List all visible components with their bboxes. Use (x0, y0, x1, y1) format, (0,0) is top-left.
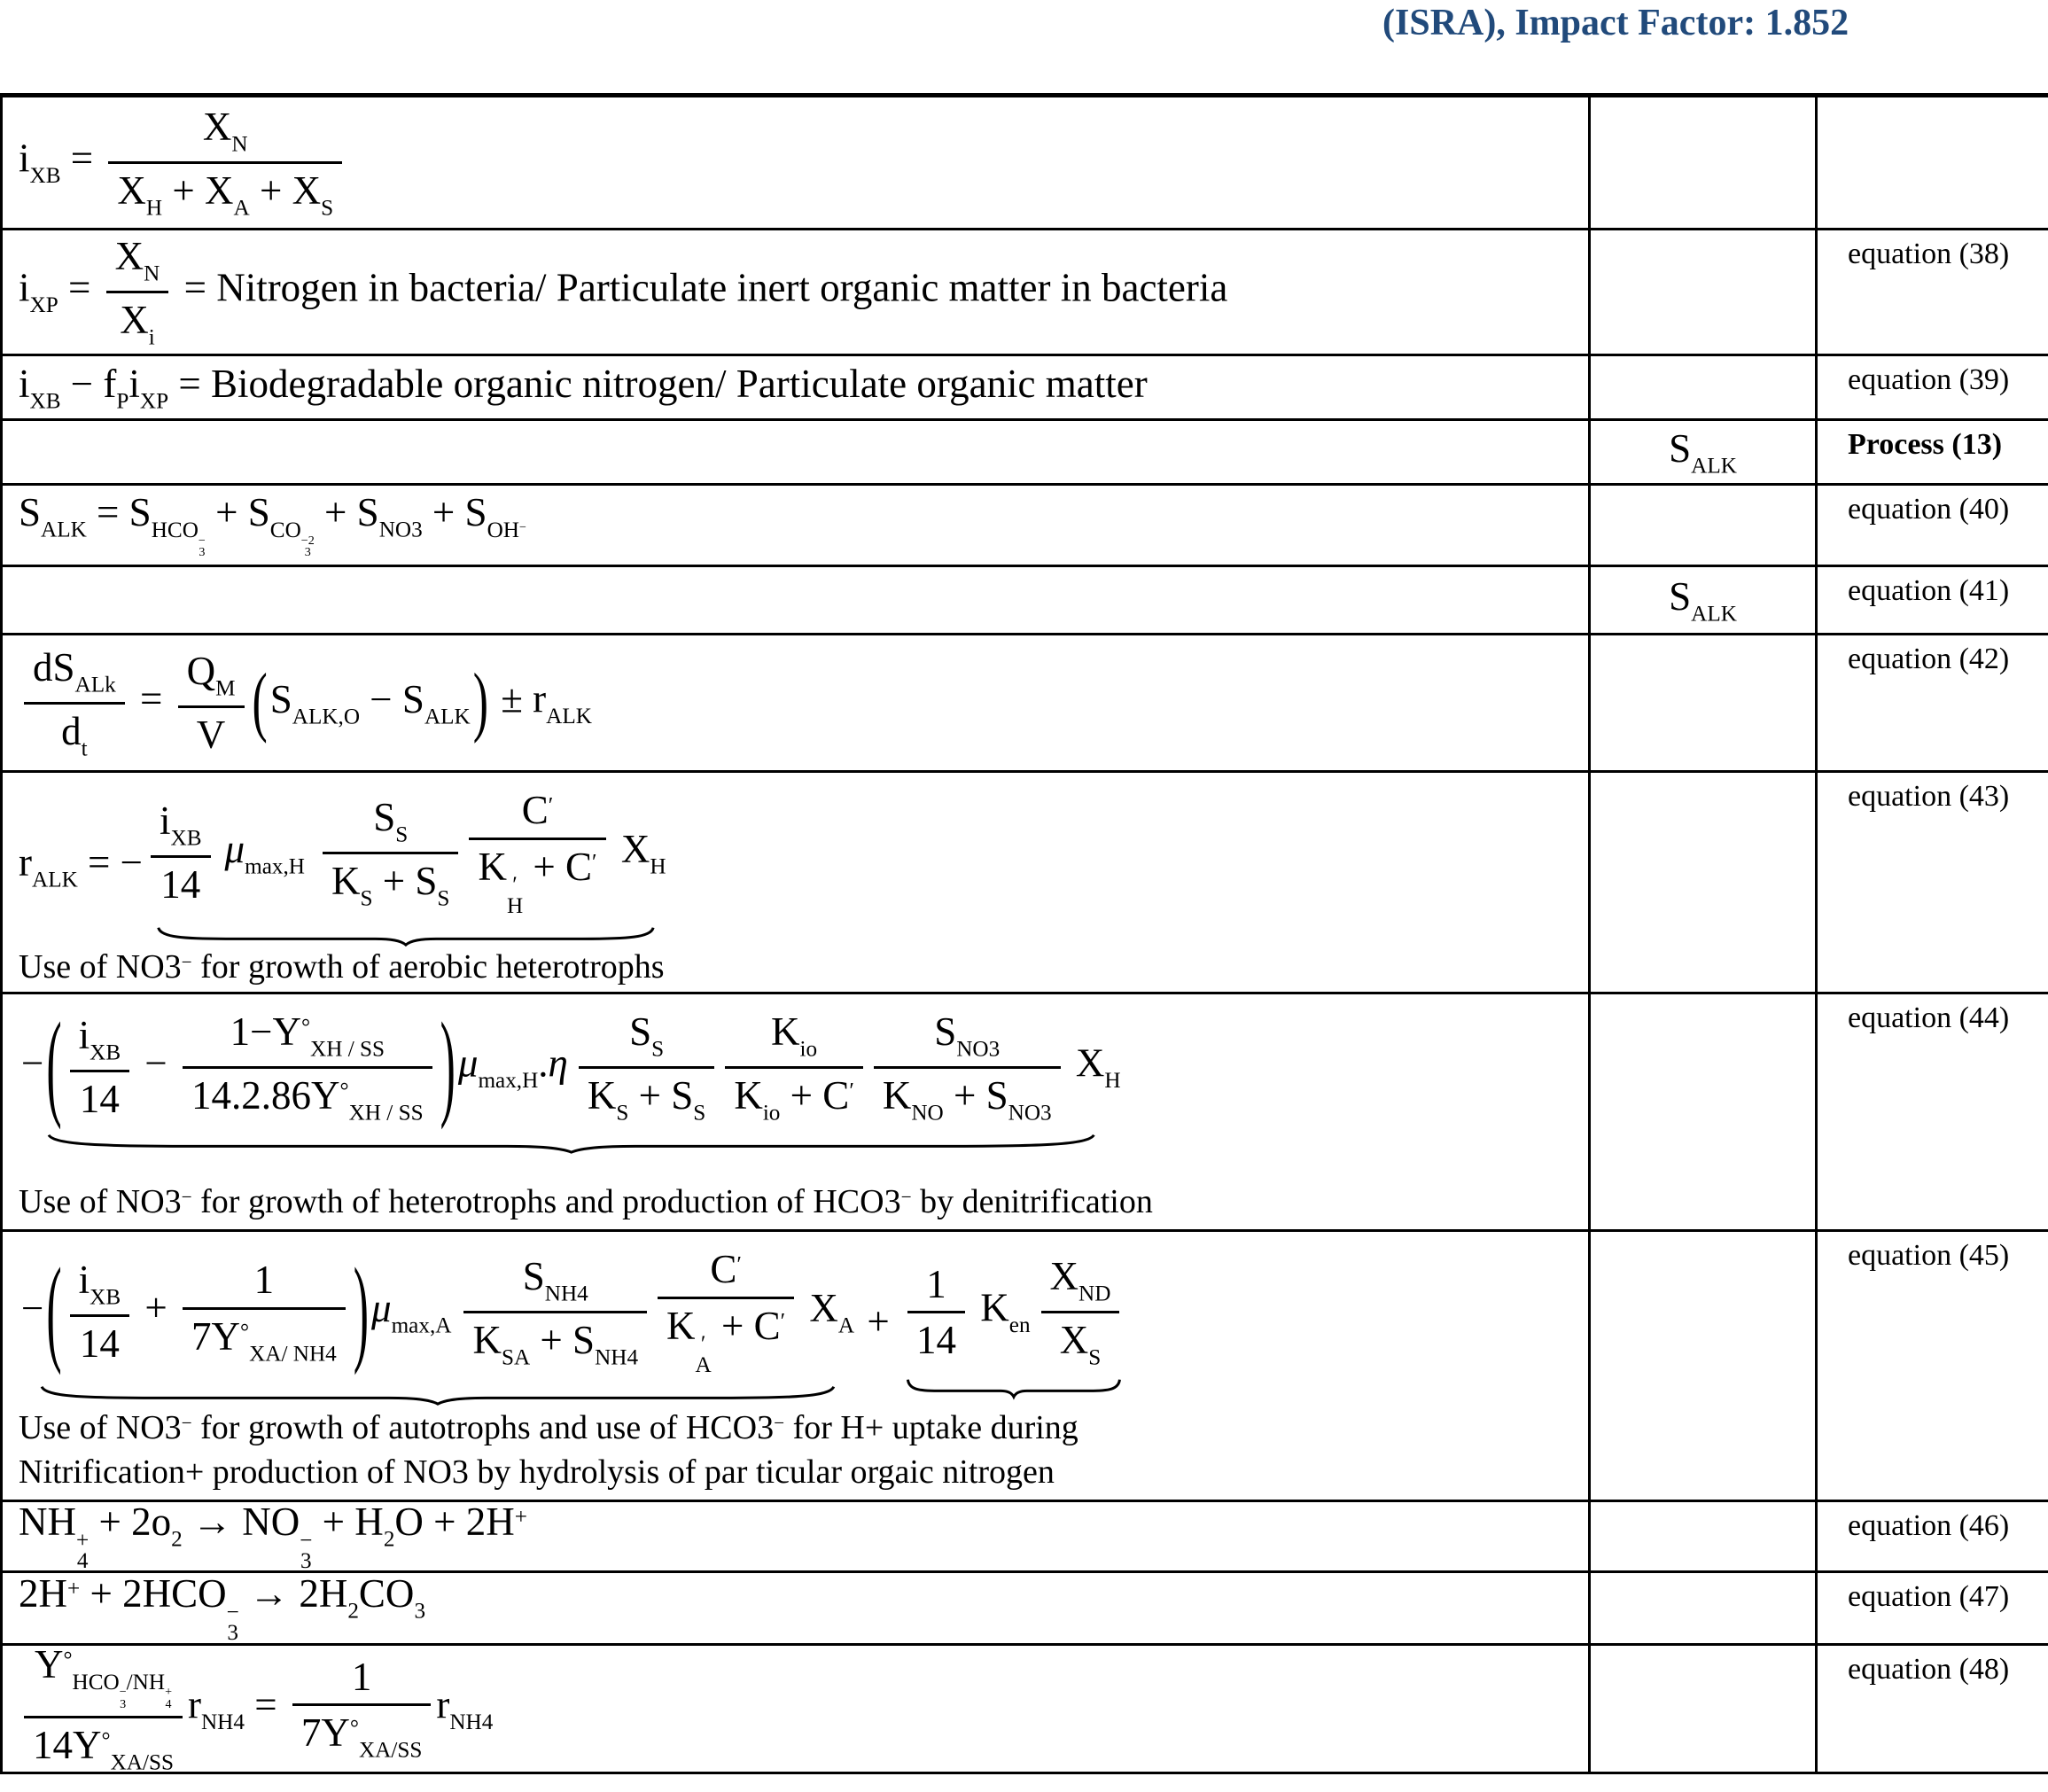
equation-caption: Use of NO3− for growth of aerobic heterotrophs (19, 948, 665, 986)
math-supscript: + (67, 1577, 81, 1601)
equation-cell (3, 486, 1591, 565)
label-cell (1818, 635, 2048, 770)
math-subscript: t (81, 736, 88, 761)
math-supsub-stack (507, 875, 523, 917)
stack-sup: + (76, 1528, 90, 1553)
component-cell (1591, 356, 1818, 418)
table-row (3, 1573, 2048, 1646)
math-subscript: ALK,O (292, 705, 361, 729)
stack-sup: −2 (300, 533, 315, 548)
math-subscript: S (1088, 1345, 1102, 1370)
underbrace-group (902, 1253, 1125, 1398)
math-subscript: XB (29, 389, 61, 414)
equations-table (0, 93, 2048, 1774)
equation-cell (3, 567, 1591, 633)
caption-block (19, 946, 665, 989)
stack-sub: A (695, 1353, 712, 1378)
math-subscript: ALK (41, 518, 87, 543)
denominator: K ′ H + C′ (478, 844, 597, 919)
denominator: $7Y^\circ_{XA/SS}$ (300, 1710, 423, 1763)
table-row (3, 1502, 2048, 1573)
equation-label: equation (46) (1848, 1509, 2010, 1542)
component-cell (1591, 773, 1818, 992)
math-subscript: max,A (391, 1313, 452, 1338)
math-supsub-stack (227, 1602, 239, 1644)
table-row (3, 97, 2048, 230)
label-cell (1818, 97, 2048, 228)
denominator: $X_S$ (1059, 1318, 1102, 1370)
math-subscript: 3 (414, 1599, 426, 1624)
equation-cell (3, 635, 1591, 770)
math-supscript: ′ (736, 1252, 742, 1277)
numerator: $X_N$ (108, 104, 342, 164)
math-italic: η (548, 1040, 568, 1086)
paren-content: $S_{ALK,O} - S_{ALK}$ (269, 676, 471, 729)
equation-label: equation (43) (1848, 780, 2010, 813)
equation: $i_{XP}$ = $\frac{X_N}{X_i}$ = Nitrogen in bacteria/ Particulate inert organic matter in bacteria (19, 234, 1228, 350)
denominator: $14Y^\circ_{XA/SS}$ (24, 1718, 183, 1772)
paren-group (250, 658, 491, 745)
close-paren-icon: ) (472, 658, 488, 745)
paren-content: $\frac{i_{XB}}{14}$ − $\frac{1-Y^\circ_{XH / SS}}{14.2.86Y^\circ_{XH / SS}}$ (65, 1009, 438, 1126)
equation-cell (3, 1502, 1591, 1570)
table-row (3, 356, 2048, 421)
math-supscript: ° (101, 1728, 111, 1753)
stack-sub: 3 (300, 1549, 312, 1570)
equation-caption: Use of NO3− for growth of autotrophs and use of HCO3− for H+ uptake during (19, 1409, 1079, 1447)
numerator: 1 (183, 1257, 346, 1310)
math-subscript: XB (90, 1040, 121, 1065)
equation-label: equation (44) (1848, 1001, 2010, 1034)
journal-impact-header: (ISRA), Impact Factor: 1.852 (1382, 3, 1849, 43)
equation-label: Process (13) (1848, 428, 2003, 461)
fraction (70, 1012, 130, 1122)
underbrace-icon (38, 1134, 1104, 1153)
stack-sub: 3 (199, 545, 206, 560)
component-cell (1591, 97, 1818, 228)
math-subscript: 2 (347, 1599, 359, 1624)
math-subscript: HCO − 3 (151, 518, 206, 560)
label-cell (1818, 356, 2048, 418)
component-cell (1591, 230, 1818, 354)
fraction (1041, 1253, 1120, 1371)
caption-block (19, 1180, 1153, 1224)
math-subscript: NO3 (1008, 1101, 1052, 1126)
component-symbol: $S_{ALK}$ (1669, 573, 1737, 627)
component-cell (1591, 994, 1818, 1229)
open-paren-icon: ( (46, 1001, 62, 1133)
numerator: $X_N$ (106, 233, 169, 293)
table-row (3, 567, 2048, 635)
table-row (3, 1646, 2048, 1774)
numerator: C′ (469, 787, 605, 840)
equation: $i_{XB}$ = $\frac{X_N}{X_H + X_A + X_S}$ (19, 104, 347, 222)
stack-sup: + (165, 1685, 173, 1700)
math-subscript: NH4 (595, 1345, 639, 1370)
fraction (106, 233, 169, 351)
component-cell (1591, 1573, 1818, 1643)
close-paren-icon: ) (353, 1245, 369, 1377)
math-subscript: ALK (424, 705, 471, 729)
math-subscript: H (650, 854, 666, 879)
fraction (24, 1646, 183, 1772)
equation-cell (3, 773, 1591, 992)
math-supscript: ° (240, 1320, 250, 1344)
math-supsub-stack (165, 1687, 172, 1710)
math-subscript: S (437, 886, 450, 911)
math-supscript: ° (339, 1079, 349, 1103)
stack-sup: ′ (700, 1332, 706, 1357)
denominator: $K_{io} + C'$ (734, 1072, 854, 1126)
underbrace-content: $\frac{1}{14}$ $K_{en}$ $\frac{X_{ND}}{X_S}$ (902, 1253, 1125, 1371)
math-italic: μ (457, 1040, 479, 1086)
close-paren-icon: ) (440, 1001, 456, 1133)
math-subscript: ALK (32, 868, 78, 892)
underbrace-content: $\frac{i_{XB}}{14}$ $\mu_{max,H}$ $\frac{S_S}{K_S + S_S}$ C′ K ′ H + C′ $X_H$ (145, 787, 666, 919)
math-subscript: XB (29, 164, 61, 189)
denominator: $K_S + S_S$ (587, 1072, 706, 1126)
table-row (3, 421, 2048, 486)
equation-label: equation (40) (1848, 493, 2010, 526)
fraction (151, 798, 211, 908)
math-subscript: OH− (487, 518, 526, 543)
math-supsub-stack (300, 1528, 313, 1571)
math-supscript: + (514, 1505, 527, 1530)
table-row (3, 486, 2048, 567)
fraction (579, 1009, 714, 1126)
underbrace-content: − ( $\frac{i_{XB}}{14}$ + $\frac{1}{7Y^\circ_{XA/ NH4}}$ ) $\mu_{max,A}$ $\frac{S_{NH4}}{K_{SA} + S_{NH4}}$ C′ K ′ A + C′ $X_A$ (21, 1245, 855, 1378)
table-row (3, 635, 2048, 773)
equation: $S_{ALK} = S_{HCO - 3}$ + $S_{CO -2 3}$ + $S_{NO3} + S_{OH^-}$ (19, 490, 526, 560)
label-cell (1818, 486, 2048, 565)
math-italic: μ (371, 1286, 392, 1330)
equation-label: equation (47) (1848, 1580, 2010, 1613)
table-row (3, 1232, 2048, 1502)
label-cell (1818, 773, 2048, 992)
fraction (292, 1654, 431, 1764)
denominator: 14 (916, 1318, 957, 1363)
underbrace-content: − ( $\frac{i_{XB}}{14}$ − $\frac{1-Y^\circ_{XH / SS}}{14.2.86Y^\circ_{XH / SS}}$ ) $\mu_{max,H}.\eta$ $\frac{S_S}{K_S + S_S}$ $\frac{K_{io}}{K_{io} + C'}$ $\frac{S_{NO3}}{K_{NO} + S_{NO3}}$ $X_H$ (21, 1001, 1121, 1133)
denominator: 14 (79, 1076, 120, 1121)
stack-sub: H (506, 894, 524, 919)
numerator: 1 (292, 1654, 431, 1707)
denominator: 14 (160, 862, 201, 908)
math-subscript: XP (139, 389, 169, 414)
equation-cell (3, 1232, 1591, 1500)
label-cell (1818, 1646, 2048, 1772)
math-supscript: − (181, 1185, 192, 1207)
paren-group (43, 1001, 457, 1133)
table-row (3, 773, 2048, 994)
equation-cell (3, 356, 1591, 418)
math-italic: μ (224, 827, 245, 871)
stack-sub: 3 (227, 1621, 239, 1643)
math-subscript: S (693, 1101, 706, 1126)
math-supscript: − (518, 519, 526, 534)
underbrace-group (145, 787, 666, 946)
equation-cell (3, 230, 1591, 354)
numerator: $1-Y^\circ_{XH / SS}$ (183, 1009, 432, 1069)
equation-cell (3, 1573, 1591, 1643)
math-supsub-stack (301, 535, 315, 559)
stack-sup: ′ (512, 873, 518, 898)
fraction (907, 1261, 965, 1364)
math-subscript: en (1008, 1313, 1031, 1338)
equation: − ( $\frac{i_{XB}}{14}$ + $\frac{1}{7Y^\circ_{XA/ NH4}}$ ) $\mu_{max,A}$ $\frac{S_{NH4}}{K_{SA} + S_{NH4}}$ C′ K ′ A + C′ $X_A$ + $\frac{1}{14}$ $K_{en}$ $\frac{X_{ND}}{X_S}$ (19, 1246, 1127, 1405)
numerator: $S_{NH4}$ (463, 1253, 647, 1313)
equation: $i_{XB} - f_Pi_{XP}$ = Biodegradable organic nitrogen/ Particulate organic matter (19, 361, 1148, 414)
math-subscript: S (395, 822, 409, 847)
denominator: $7Y^\circ_{XA/ NH4}$ (191, 1314, 337, 1367)
math-subscript: NO (911, 1101, 944, 1126)
equation-label: equation (42) (1848, 643, 2010, 675)
underbrace-icon (906, 1378, 1122, 1398)
fraction (183, 1257, 346, 1367)
equation-cell (3, 421, 1591, 483)
equation-caption: Nitrification+ production of NO3 by hydrolysis of par ticular orgaic nitrogen (19, 1453, 1055, 1491)
math-subscript: HCO − 3 /NH + 4 (72, 1670, 173, 1711)
math-subscript: max,H (478, 1069, 539, 1094)
equation-label: equation (41) (1848, 574, 2010, 607)
denominator: K ′ A + C′ (666, 1303, 786, 1378)
equation-label: equation (38) (1848, 238, 2010, 270)
math-subscript: NO3 (378, 518, 423, 543)
equation: 2H+ + 2HCO − 3 → $2H_2CO_3$ (19, 1573, 426, 1643)
stack-sub: 3 (304, 545, 311, 560)
component-cell (1591, 635, 1818, 770)
underbrace-group (21, 1001, 1121, 1153)
stack-sup: − (198, 533, 206, 548)
math-subscript: N (144, 261, 160, 286)
math-supscript: ′ (548, 793, 554, 818)
equation-cell (3, 994, 1591, 1229)
label-cell (1818, 1232, 2048, 1500)
component-cell (1591, 1232, 1818, 1500)
numerator: $i_{XB}$ (70, 1012, 130, 1072)
math-supscript: − (900, 1185, 912, 1207)
equation-label: equation (48) (1848, 1653, 2010, 1686)
equation-cell (3, 1646, 1591, 1772)
math-supsub-stack (696, 1334, 712, 1376)
denominator: $X_i$ (120, 298, 155, 350)
math-subscript: ALK (546, 704, 592, 728)
math-supscript: ° (63, 1648, 73, 1672)
numerator: C′ (658, 1246, 794, 1299)
caption-block (19, 1406, 1079, 1494)
stack-sub: 3 (120, 1696, 127, 1711)
math-subscript: ALk (74, 673, 116, 697)
fraction (108, 104, 342, 222)
denominator: 14 (79, 1321, 120, 1367)
component-cell (1591, 1502, 1818, 1570)
fraction (658, 1246, 794, 1378)
math-subscript: XB (90, 1286, 121, 1311)
stack-sub: 4 (165, 1696, 172, 1711)
denominator: $14.2.86Y^\circ_{XH / SS}$ (191, 1072, 424, 1126)
math-subscript: SA (501, 1345, 531, 1370)
math-subscript: 2 (171, 1527, 183, 1552)
open-paren-icon: ( (252, 658, 268, 745)
numerator: $i_{XB}$ (151, 798, 211, 858)
math-subscript: XB (170, 827, 202, 852)
math-subscript: A (837, 1313, 855, 1338)
fraction (323, 794, 458, 912)
math-supscript: ′ (592, 850, 597, 874)
math-subscript: XH / SS (348, 1101, 424, 1126)
label-cell (1818, 1502, 2048, 1570)
denominator: V (196, 712, 226, 757)
math-subscript: NH4 (544, 1282, 588, 1306)
equation: NH + 4 + $2o_2$ → NO − 3 + $H_2O + 2H^+$ (19, 1502, 527, 1570)
equation: $\frac{dS_{ALk}}{d_t}$ = $\frac{Q_M}{V}$ ( $S_{ALK,O} - S_{ALK}$ ) ± $r_{ALK}$ (19, 644, 592, 762)
equation-cell (3, 97, 1591, 228)
math-subscript: ALK (1691, 454, 1737, 479)
table-row (3, 230, 2048, 356)
math-supsub-stack (120, 1687, 127, 1710)
label-cell (1818, 230, 2048, 354)
math-subscript: XA/ NH4 (249, 1342, 337, 1367)
equation: $Y^\circ_{HCO - 3 /NH + 4}$ $14Y^\circ_{XA/SS}$ $r_{NH4}$ = $\frac{1}{7Y^\circ_{XA/SS}}$ $r_{NH4}$ (19, 1646, 493, 1772)
equation: $r_{ALK}$ = − $\frac{i_{XB}}{14}$ $\mu_{max,H}$ $\frac{S_S}{K_S + S_S}$ C′ K ′ H + C′ $X_H$ (19, 787, 669, 946)
numerator: 1 (907, 1261, 965, 1314)
math-supsub-stack (199, 535, 206, 559)
label-cell (1818, 994, 2048, 1229)
math-subscript: io (799, 1037, 818, 1062)
numerator: $Y^\circ_{HCO - 3 /NH + 4}$ (24, 1646, 183, 1718)
math-subscript: max,H (245, 854, 305, 879)
label-cell (1818, 1573, 2048, 1643)
math-supscript: ° (300, 1015, 311, 1040)
table-row (3, 994, 2048, 1232)
math-subscript: S (360, 886, 373, 911)
fraction (70, 1257, 130, 1367)
underbrace-icon (34, 1385, 842, 1405)
math-supscript: − (181, 1412, 192, 1434)
math-subscript: S (616, 1101, 629, 1126)
fraction (463, 1253, 647, 1371)
fraction (725, 1009, 863, 1126)
math-subscript: H (145, 196, 163, 221)
numerator: $S_S$ (323, 794, 458, 854)
math-subscript: M (215, 676, 236, 701)
fraction (183, 1009, 432, 1126)
math-subscript: N (231, 132, 248, 157)
numerator: $Q_M$ (178, 648, 245, 708)
paren-group (43, 1245, 371, 1377)
math-subscript: H (1104, 1069, 1121, 1094)
equation-caption: Use of NO3− for growth of heterotrophs and production of HCO3− by denitrification (19, 1182, 1153, 1220)
math-supscript: − (181, 951, 192, 973)
stack-sup: − (300, 1528, 313, 1553)
math-subscript: NO3 (956, 1037, 1001, 1062)
math-subscript: S (651, 1037, 665, 1062)
fraction (874, 1009, 1061, 1126)
math-subscript: ND (1079, 1282, 1111, 1306)
numerator: $X_{ND}$ (1041, 1253, 1120, 1313)
label-cell (1818, 567, 2048, 633)
math-subscript: XH / SS (310, 1037, 385, 1062)
fraction (24, 644, 125, 762)
numerator: $i_{XB}$ (70, 1257, 130, 1317)
paren-content: $\frac{i_{XB}}{14}$ + $\frac{1}{7Y^\circ_{XA/ NH4}}$ (65, 1257, 351, 1367)
math-subscript: A (233, 196, 250, 221)
math-subscript: 2 (383, 1527, 395, 1552)
component-symbol: $S_{ALK}$ (1669, 425, 1737, 479)
label-cell (1818, 421, 2048, 483)
math-supscript: ′ (849, 1079, 854, 1103)
numerator: $S_S$ (579, 1009, 714, 1069)
numerator: $dS_{ALk}$ (24, 644, 125, 705)
math-supscript: − (774, 1412, 785, 1434)
component-cell (1591, 1646, 1818, 1772)
component-cell (1591, 567, 1818, 633)
math-subscript: i (148, 325, 155, 350)
math-subscript: P (116, 389, 129, 414)
math-supsub-stack (76, 1528, 90, 1571)
math-subscript: CO −2 3 (269, 518, 315, 560)
denominator: $X_H + X_A + X_S$ (117, 168, 334, 221)
equation-label: equation (45) (1848, 1239, 2010, 1272)
numerator: $S_{NO3}$ (874, 1009, 1061, 1069)
equation-label: equation (39) (1848, 363, 2010, 396)
underbrace-group (21, 1246, 854, 1405)
math-subscript: XA/SS (358, 1739, 423, 1763)
fraction (469, 787, 605, 919)
math-subscript: XA/SS (110, 1750, 174, 1772)
denominator: $K_{NO} + S_{NO3}$ (882, 1072, 1052, 1126)
denominator: $K_{SA} + S_{NH4}$ (472, 1318, 639, 1370)
math-supscript: ° (349, 1716, 359, 1741)
math-subscript: NH4 (449, 1710, 494, 1734)
denominator: $d_t$ (61, 708, 88, 761)
math-subscript: ALK (1691, 602, 1737, 627)
open-paren-icon: ( (46, 1245, 62, 1377)
numerator: $K_{io}$ (725, 1009, 863, 1069)
component-cell (1591, 486, 1818, 565)
denominator: $K_S + S_S$ (331, 859, 450, 911)
equation (19, 1001, 1124, 1153)
math-subscript: io (762, 1101, 781, 1126)
math-supscript: ′ (780, 1309, 786, 1333)
stack-sub: 4 (76, 1549, 89, 1570)
math-subscript: XP (29, 293, 58, 318)
stack-sup: − (226, 1600, 239, 1624)
component-cell (1591, 421, 1818, 483)
underbrace-icon (153, 926, 658, 946)
fraction (178, 648, 245, 758)
math-subscript: S (321, 196, 334, 221)
stack-sup: − (119, 1685, 127, 1700)
math-subscript: NH4 (200, 1710, 245, 1734)
